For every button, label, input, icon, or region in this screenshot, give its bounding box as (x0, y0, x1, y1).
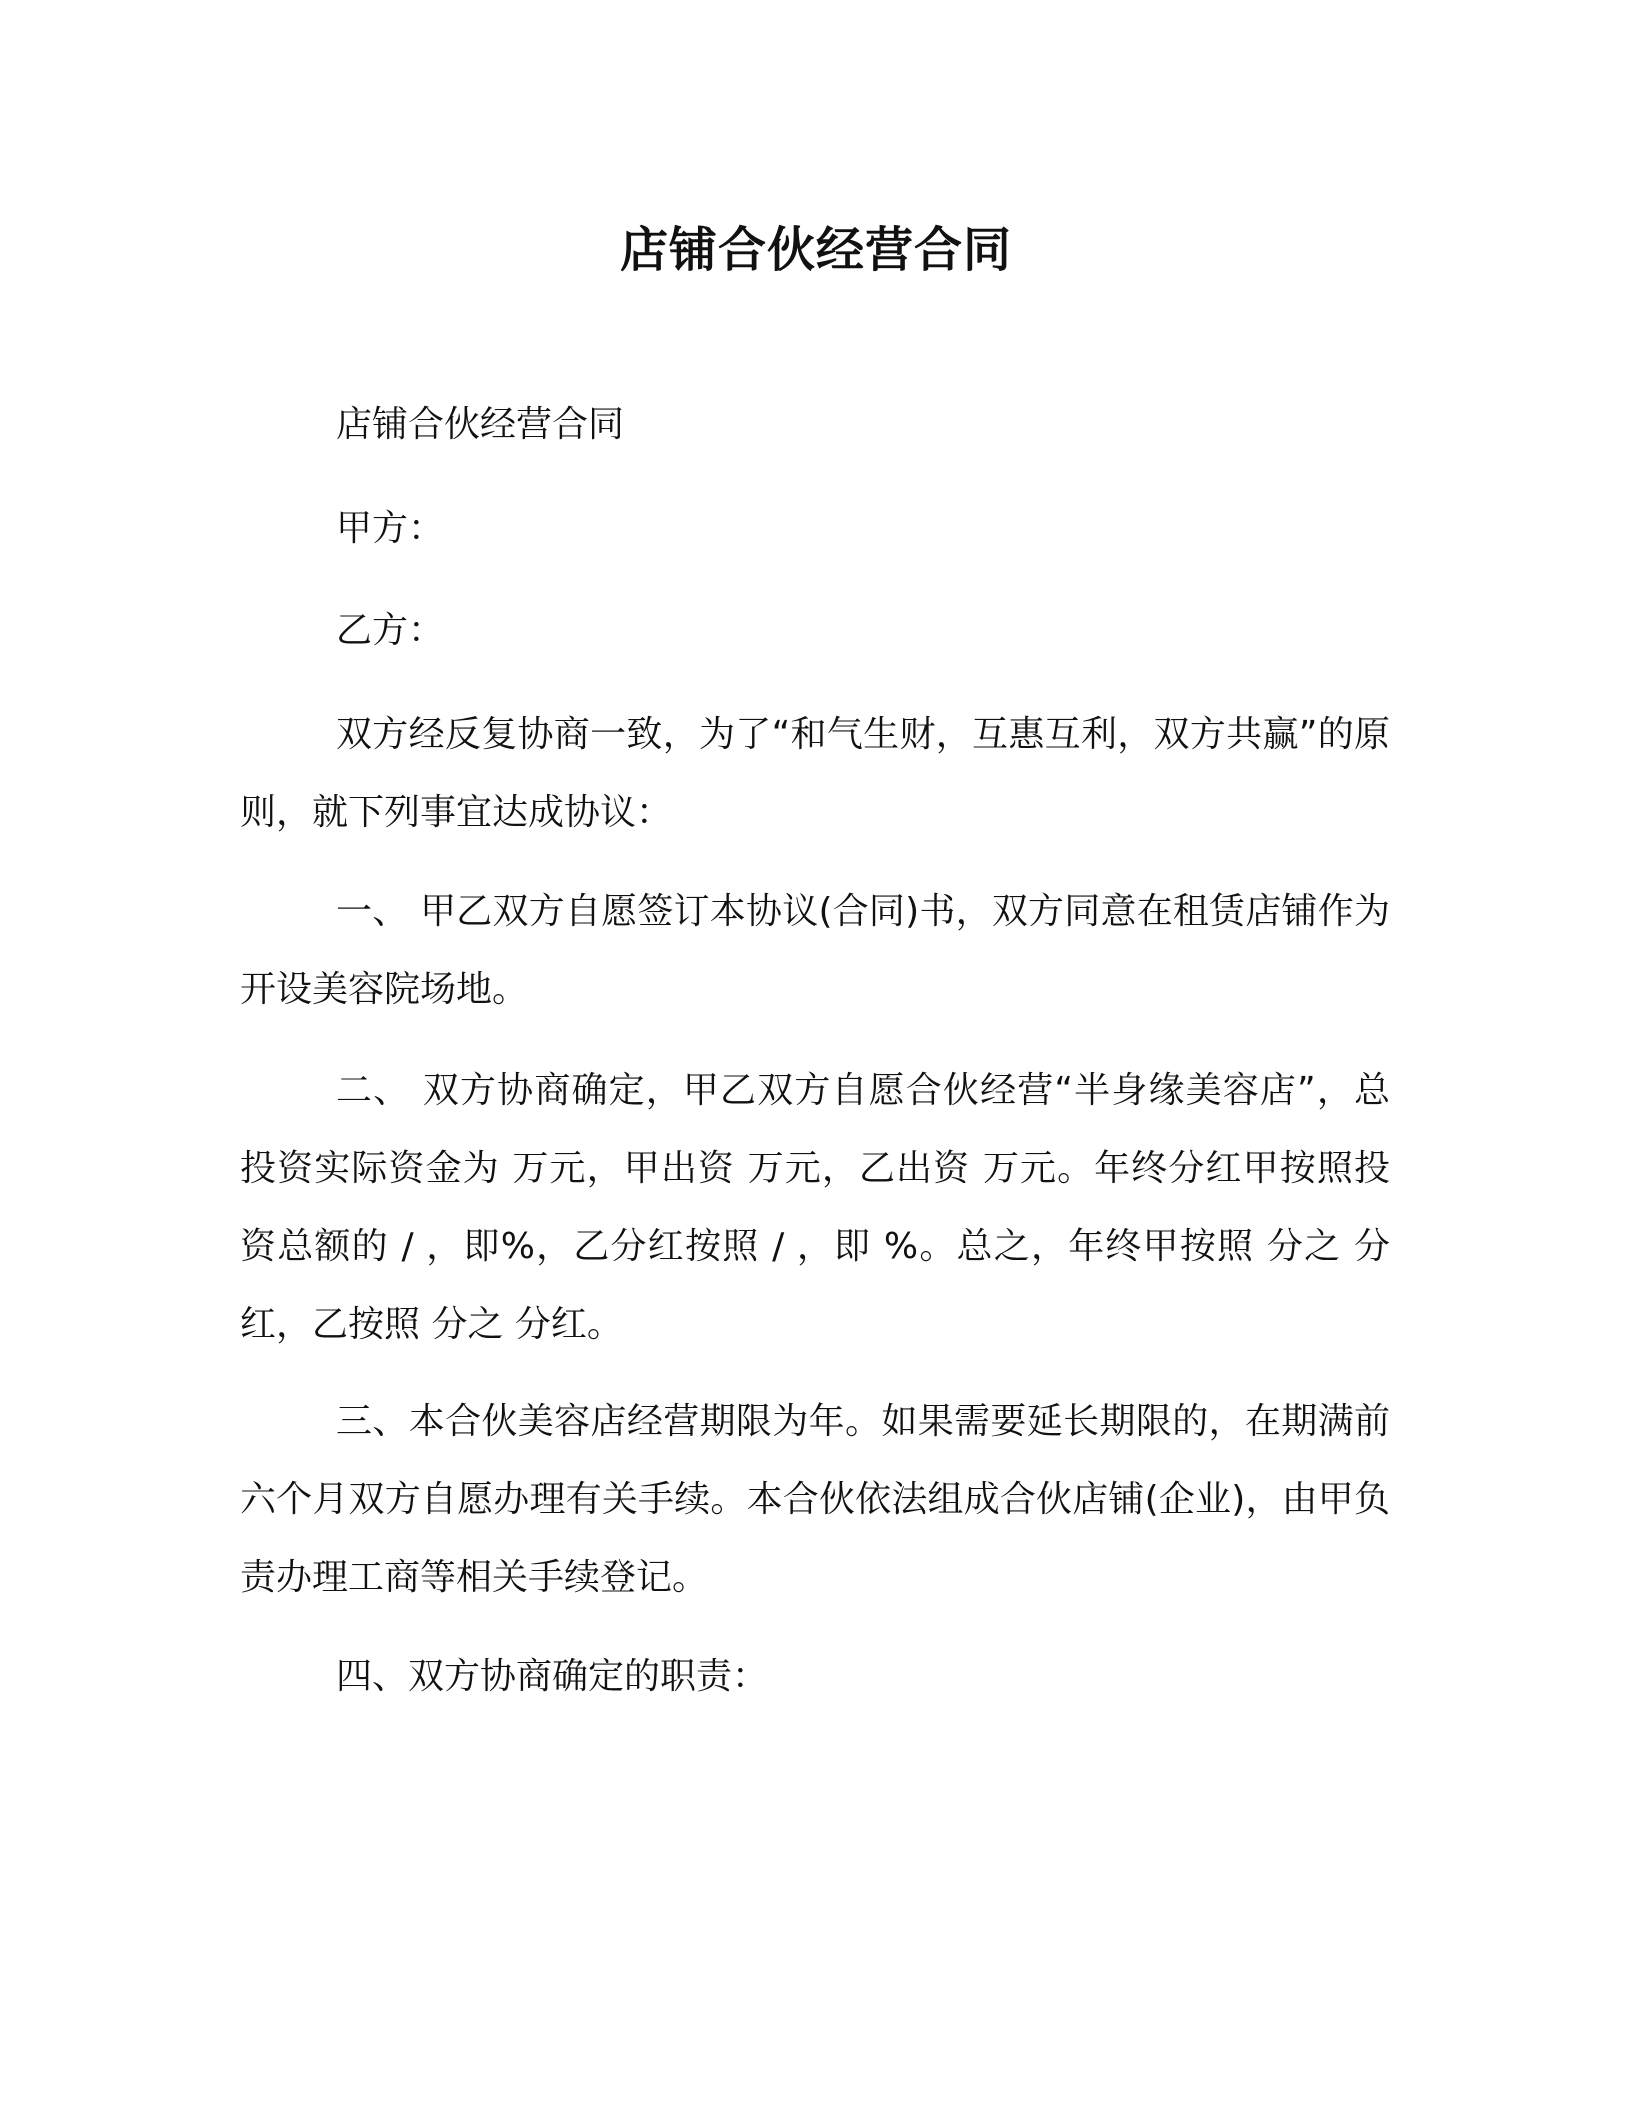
clause-4-paragraph: 四、双方协商确定的职责： (336, 1656, 769, 1697)
party-b-line: 乙方： (336, 610, 445, 651)
contract-subtitle: 店铺合伙经营合同 (336, 404, 625, 445)
document-title: 店铺合伙经营合同 (619, 222, 1012, 278)
party-a-line: 甲方： (336, 508, 445, 549)
intro-paragraph: 双方经反复协商一致，为了“和气生财，互惠互利，双方共赢”的原则，就下列事宜达成协议： (240, 714, 1390, 833)
clause-1-paragraph: 一、 甲乙双方自愿签订本协议(合同)书，双方同意在租赁店铺作为开设美容院场地。 (240, 891, 1390, 1010)
clause-3-paragraph: 三、本合伙美容店经营期限为年。如果需要延长期限的，在期满前六个月双方自愿办理有关手续。本合伙依法组成合伙店铺(企业)，由甲负责办理工商等相关手续登记。 (240, 1401, 1390, 1598)
clause-2-paragraph: 二、 双方协商确定，甲乙双方自愿合伙经营“半身缘美容店”，总投资实际资金为 万元，甲出资 万元，乙出资 万元。年终分红甲按照投资总额的 / ，即%，乙分红按照 / ，即 %。总之，年终甲按照 分之 分红，乙按照 分之 分红。 (240, 1070, 1390, 1345)
